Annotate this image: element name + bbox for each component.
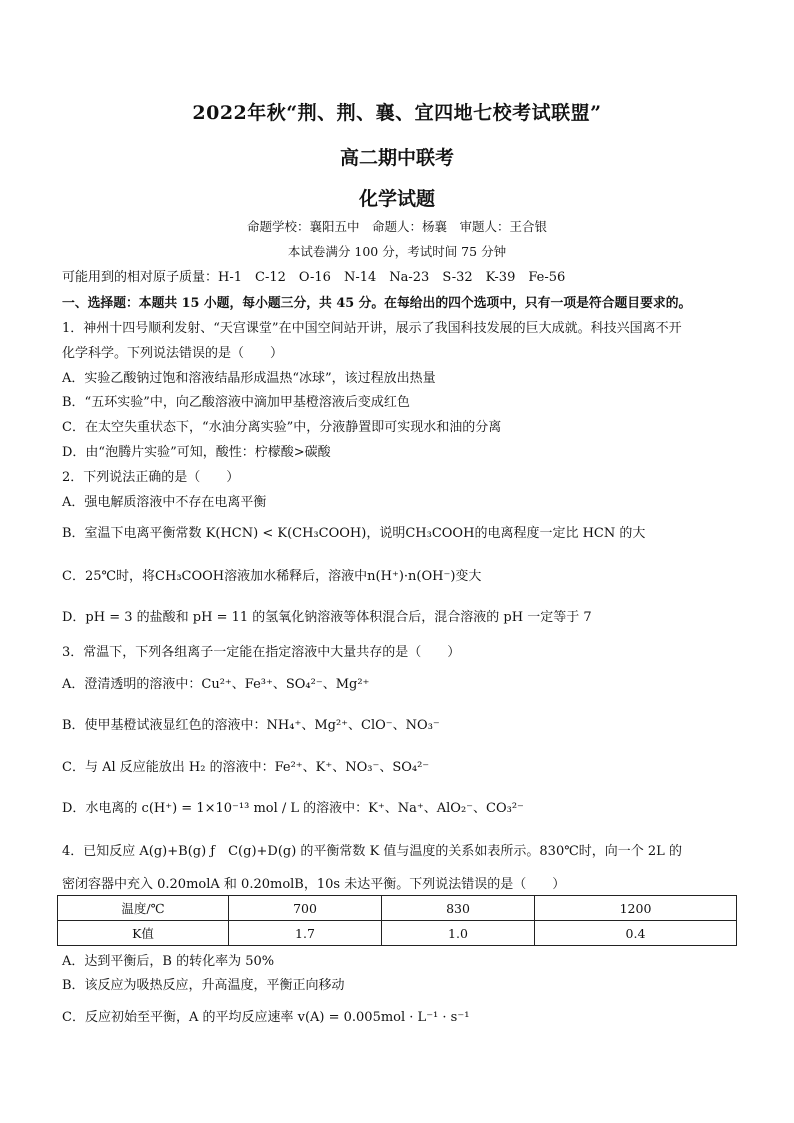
q3-stem: 3．常温下，下列各组离子一定能在指定溶液中大量共存的是（ ） bbox=[62, 645, 461, 660]
q4-option-a: A．达到平衡后，B 的转化率为 50% bbox=[62, 954, 275, 969]
q1-option-b: B．“五环实验”中，向乙酸溶液中滴加甲基橙溶液后变成红色 bbox=[62, 395, 410, 410]
table-header-k-value: K值 bbox=[58, 921, 229, 946]
q2-b-formula: K(HCN) < K(CH₃COOH) bbox=[205, 526, 367, 541]
q3-option-a: A．澄清透明的溶液中：Cu²⁺、Fe³⁺、SO₄²⁻、Mg²⁺ bbox=[62, 677, 370, 692]
atomic-masses: 可能用到的相对原子质量：H-1 C-12 O-16 N-14 Na-23 S-32 K-39 Fe-56 bbox=[62, 270, 566, 285]
q1-option-a: A．实验乙酸钠过饱和溶液结晶形成温热“冰球”，该过程放出热量 bbox=[62, 371, 436, 386]
table-cell: 830 bbox=[382, 896, 535, 921]
subject-title: 化学试题 bbox=[358, 188, 435, 210]
exam-subtitle: 高二期中联考 bbox=[339, 147, 454, 169]
q2-c-text: C．25℃时，将 bbox=[62, 569, 156, 584]
q1-option-d: D．由“泡腾片实验”可知，酸性：柠檬酸>碳酸 bbox=[62, 445, 331, 460]
exam-info-line: 本试卷满分 100 分，考试时间 75 分钟 bbox=[287, 244, 507, 259]
q2-b-text-post: 的电离程度一定比 HCN 的大 bbox=[474, 526, 646, 541]
table-cell: 1200 bbox=[535, 896, 737, 921]
q2-c-formula2: n(H⁺)·n(OH⁻) bbox=[367, 569, 456, 584]
q4-stem-line1: 4．已知反应 A(g)+B(g) ƒ C(g)+D(g) 的平衡常数 K 值与温度的关系如表所示。830℃时，向一个 2L 的 bbox=[62, 844, 682, 859]
q2-c-text-mid: 溶液加水稀释后，溶液中 bbox=[224, 569, 368, 584]
q4-stem-line2: 密闭容器中充入 0.20molA 和 0.20molB，10s 未达平衡。下列说法错误的是（ ） bbox=[62, 877, 566, 892]
q2-b-text: B．室温下电离平衡常数 bbox=[62, 526, 206, 541]
q3-option-c: C．与 Al 反应能放出 H₂ 的溶液中：Fe²⁺、K⁺、NO₃⁻、SO₄²⁻ bbox=[62, 760, 430, 775]
q1-stem-line1: 1．神州十四号顺利发射、“天宫课堂”在中国空间站开讲，展示了我国科技发展的巨大成就。科技兴国离不开 bbox=[62, 321, 682, 336]
q2-c-formula: CH₃COOH bbox=[155, 569, 225, 584]
q1-option-c: C．在太空失重状态下，“水油分离实验”中，分液静置即可实现水和油的分离 bbox=[62, 420, 502, 435]
q3-option-b: B．使甲基橙试液显红色的溶液中：NH₄⁺、Mg²⁺、ClO⁻、NO₃⁻ bbox=[62, 718, 440, 733]
table-row bbox=[58, 896, 737, 921]
table-cell: 700 bbox=[229, 896, 382, 921]
table-cell: 1.0 bbox=[382, 921, 535, 946]
q2-option-c bbox=[62, 565, 742, 584]
section-1-title: 一、选择题：本题共 15 小题，每小题三分，共 45 分。在每给出的四个选项中，只有一项是符合题目要求的。 bbox=[62, 296, 692, 311]
q3-option-d: D．水电离的 c(H⁺) = 1×10⁻¹³ mol / L 的溶液中：K⁺、Na⁺、AlO₂⁻、CO₃²⁻ bbox=[62, 801, 524, 816]
q4-option-b: B．该反应为吸热反应，升高温度，平衡正向移动 bbox=[62, 978, 345, 993]
equilibrium-constant-table bbox=[57, 895, 737, 946]
table-cell: 0.4 bbox=[535, 921, 737, 946]
table-cell: 1.7 bbox=[229, 921, 382, 946]
exam-title: 2022年秋“荆、荆、襄、宜四地七校考试联盟” bbox=[192, 102, 602, 124]
q2-option-b bbox=[62, 522, 742, 541]
q2-b-text-mid: ，说明 bbox=[366, 526, 406, 541]
q2-option-a: A．强电解质溶液中不存在电离平衡 bbox=[62, 495, 267, 510]
q2-stem: 2．下列说法正确的是（ ） bbox=[62, 470, 240, 485]
q4-option-c: C．反应初始至平衡，A 的平均反应速率 v(A) = 0.005mol · L⁻¹ · s⁻¹ bbox=[62, 1010, 470, 1025]
table-header-temperature: 温度/℃ bbox=[58, 896, 229, 921]
authors-line: 命题学校：襄阳五中 命题人：杨襄 审题人：王合银 bbox=[246, 219, 547, 234]
q2-option-d: D．pH = 3 的盐酸和 pH = 11 的氢氧化钠溶液等体积混合后，混合溶液的 pH 一定等于 7 bbox=[62, 610, 592, 625]
table-row bbox=[58, 921, 737, 946]
q2-b-formula2: CH₃COOH bbox=[405, 526, 475, 541]
q2-c-text-post: 变大 bbox=[455, 569, 482, 584]
q1-stem-line2: 化学科学。下列说法错误的是（ ） bbox=[62, 346, 284, 361]
